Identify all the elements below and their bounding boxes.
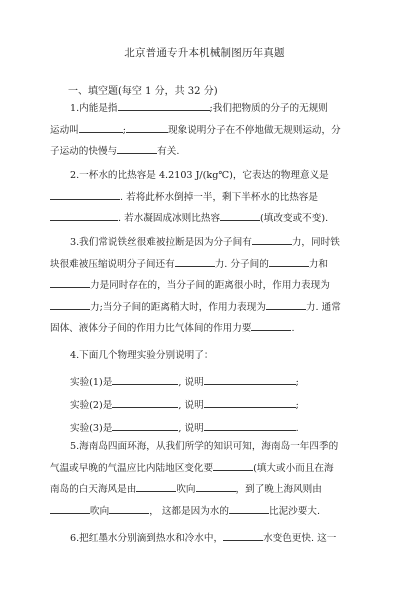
q4-item-1-mid: , 说明	[178, 377, 204, 388]
q1-text-d: ;	[122, 124, 127, 136]
q1-blank-3	[126, 122, 168, 133]
page-title: 北京普通专升本机械制图历年真题	[124, 47, 285, 59]
q4-item-2	[70, 397, 299, 415]
q1-blank-1	[118, 100, 210, 111]
q3-text-g: 力;当分子间的距离稍大时，作用力表现为	[90, 301, 266, 313]
q3-text-h: 力. 通常	[305, 301, 341, 313]
q4-item-3-blank-b	[204, 420, 296, 431]
q1-text-f: 子运动的快慢与	[50, 146, 118, 157]
q3-blank-2	[175, 256, 215, 267]
q5-blank-4	[50, 503, 90, 514]
q4-item-2-blank-a	[112, 397, 178, 408]
q4-item-3-mid: , 说明	[178, 423, 204, 434]
q4-item-1	[70, 374, 299, 392]
q4-item-1-end: ;	[295, 377, 299, 388]
q2-text-c: . 若水凝固成冰则比热容	[118, 213, 221, 224]
q5-text-g: 吹向	[90, 505, 110, 517]
q5-text-c: (填大或小而且在海	[253, 462, 334, 474]
q3-text-e: 力和	[308, 258, 328, 270]
question-6	[50, 528, 362, 550]
q1-text-g: 有关.	[157, 146, 180, 157]
q5-text-b: 气温或早晚的气温应比内陆地区变化要	[50, 462, 214, 474]
question-1	[50, 98, 362, 163]
q4-item-1-blank-a	[112, 374, 178, 385]
q4-item-2-mid: , 说明	[178, 400, 204, 411]
q5-text-a: 5.海南岛四面环海，从我们所学的知识可知，海南岛一年四季的	[70, 441, 339, 452]
q2-text-d: (填改变或不变).	[260, 213, 329, 224]
q3-text-f: 力是同时存在的，当分子间的距离很小时，作用力表现为	[90, 280, 330, 291]
q4-item-3-label: 实验(3)是	[70, 423, 113, 434]
q5-blank-2	[136, 481, 176, 492]
q3-text-i: 固体、液体分子间的作用力比气体间的作用力要	[50, 323, 252, 334]
q1-blank-4	[117, 143, 157, 154]
question-3	[50, 232, 362, 340]
q2-blank-2	[50, 210, 118, 221]
question-4	[50, 345, 362, 367]
q3-blank-4	[50, 277, 90, 288]
q6-text-a: 6.把红墨水分别滴到热水和冷水中，	[70, 533, 224, 544]
q5-blank-6	[229, 503, 269, 514]
q2-blank-3	[220, 210, 260, 221]
q3-text-c: 块很难被压缩说明分子间还有	[50, 258, 175, 270]
q3-blank-3	[269, 256, 309, 267]
q3-blank-7	[251, 320, 291, 331]
q1-blank-2	[79, 122, 123, 133]
q5-blank-3	[196, 481, 236, 492]
q1-text-e: 现象说明分子在不停地做无规则运动，分	[168, 124, 341, 136]
q4-item-1-label: 实验(1)是	[70, 377, 113, 388]
q2-blank-1	[50, 189, 120, 200]
q3-blank-6	[266, 299, 306, 310]
q1-text-b: ;我们把物质的分子的无规则	[209, 103, 328, 114]
q4-item-1-blank-b	[204, 374, 296, 385]
q6-blank-1	[223, 530, 263, 541]
q2-text-a: 2.一杯水的比热容是 4.2103 J/(kg℃)，它表达的物理意义是	[70, 170, 329, 181]
question-5	[50, 436, 362, 522]
q4-item-2-blank-b	[204, 397, 296, 408]
q4-item-2-label: 实验(2)是	[70, 400, 113, 411]
q2-text-b: . 若将此杯水倒掉一半，剩下半杯水的比热容是	[120, 191, 318, 203]
q3-blank-5	[50, 299, 90, 310]
q3-text-b: 力，同时铁	[291, 237, 340, 248]
q3-blank-1	[252, 234, 292, 245]
q3-text-d: 力. 分子间的	[214, 258, 269, 270]
q5-text-h: ， 这都是因为水的	[149, 505, 229, 517]
q1-text-c: 运动叫	[50, 124, 79, 136]
section-heading: 一、填空题(每空 1 分，共 32 分)	[68, 86, 218, 97]
q3-text-j: .	[291, 323, 295, 334]
q5-blank-1	[213, 460, 253, 471]
q5-text-f: ，到了晚上海风则由	[235, 484, 322, 495]
q4-item-3-blank-a	[112, 420, 178, 431]
q4-item-3-end: .	[295, 423, 299, 434]
q4-item-2-end: ;	[295, 400, 299, 411]
q5-text-d: 南岛的白天海风是由	[50, 484, 137, 495]
q6-text-b: 水变色更快. 这一	[263, 533, 337, 544]
q1-text-a: 1.内能是指	[70, 103, 118, 114]
question-2	[50, 165, 362, 230]
q5-text-e: 吹向	[176, 484, 196, 495]
q3-text-a: 3.我们常说铁丝很难被拉断是因为分子间有	[70, 237, 252, 248]
q5-text-i: 比泥沙要大.	[269, 505, 321, 517]
q5-blank-5	[109, 503, 149, 514]
q4-intro: 4.下面几个物理实验分别说明了：	[70, 350, 214, 361]
